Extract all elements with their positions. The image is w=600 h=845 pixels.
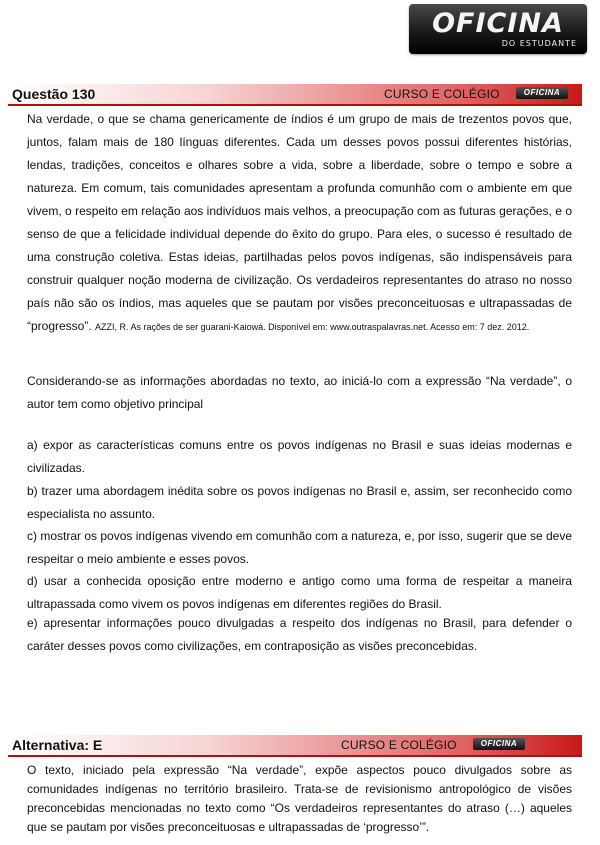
option-e[interactable]: e) apresentar informações pouco divulgadas a respeito dos indígenas no Brasil, para defender o caráter desses povos como civilizações, em contraposição as visões preconcebidas.	[27, 616, 572, 653]
passage-source: AZZI, R. As rações de ser guarani-Kaiowá. Disponível em: www.outraspalavras.net. Acesso em: 7 dez. 2012.	[95, 322, 530, 332]
logo-brand: OFICINA	[432, 8, 564, 39]
logo-subtitle: DO ESTUDANTE	[501, 39, 577, 48]
option-a[interactable]: a) expor as características comuns entre os povos indígenas no Brasil e suas ideias modernas e civilizadas.	[27, 438, 572, 475]
option-b[interactable]: b) trazer uma abordagem inédita sobre os povos indígenas no Brasil e, assim, ser reconhecido como especialista no assunto.	[27, 484, 572, 521]
answer-school-label: CURSO E COLÉGIO	[341, 738, 457, 752]
question-header-bar	[8, 84, 582, 106]
answer-header-bar	[8, 735, 582, 757]
answer-title: Alternativa: E	[12, 737, 103, 753]
question-title: Questão 130	[12, 86, 96, 102]
answer-mini-logo: OFICINA	[473, 738, 525, 750]
school-label: CURSO E COLÉGIO	[384, 87, 500, 101]
answer-explanation: O texto, iniciado pela expressão “Na verdade”, expõe aspectos pouco divulgados sobre as comunidades indígenas no território brasileiro. Trata-se de revisionismo antropológico de visões preconcebidas mencionadas no texto como “Os verdadeiros representantes do atraso (…) aqueles que se pautam por visões preconceituosas e ultrapassadas de ‘progresso’”.	[27, 763, 572, 834]
mini-logo: OFICINA	[516, 87, 568, 99]
oficina-logo	[409, 4, 587, 54]
passage-text	[27, 108, 572, 339]
question-prompt: Considerando-se as informações abordadas no texto, ao iniciá-lo com a expressão “Na verdade”, o autor tem como objetivo principal	[27, 374, 572, 411]
option-c[interactable]: c) mostrar os povos indígenas vivendo em comunhão com a natureza, e, por isso, sugerir que se deve respeitar o meio ambiente e esses povos.	[27, 529, 572, 566]
passage-body: Na verdade, o que se chama genericamente de índios é um grupo de mais de trezentos povos que, juntos, falam mais de 180 línguas diferentes. Cada um desses povos possui diferentes histórias, lendas, tradições, conceitos e olhares sobre a vida, sobre a liberdade, sobre o tempo e sobre a natureza. Em comum, tais comunidades apresentam a profunda comunhão com o ambiente em que vivem, o respeito em relação aos indivíduos mais velhos, a preocupação com as futuras gerações, e o senso de que a felicidade individual depende do êxito do grupo. Para eles, o sucesso é resultado de uma construção coletiva. Estas ideias, partilhadas pelos povos indígenas, são indispensáveis para construir qualquer noção moderna de civilização. Os verdadeiros representantes do atraso no nosso país não são os índios, mas aqueles que se pautam por visões preconceituosas e ultrapassadas de “progresso”.	[27, 112, 572, 333]
option-d[interactable]: d) usar a conhecida oposição entre moderno e antigo como uma forma de respeitar a maneira ultrapassada como vivem os povos indígenas em diferentes regiões do Brasil.	[27, 574, 572, 611]
